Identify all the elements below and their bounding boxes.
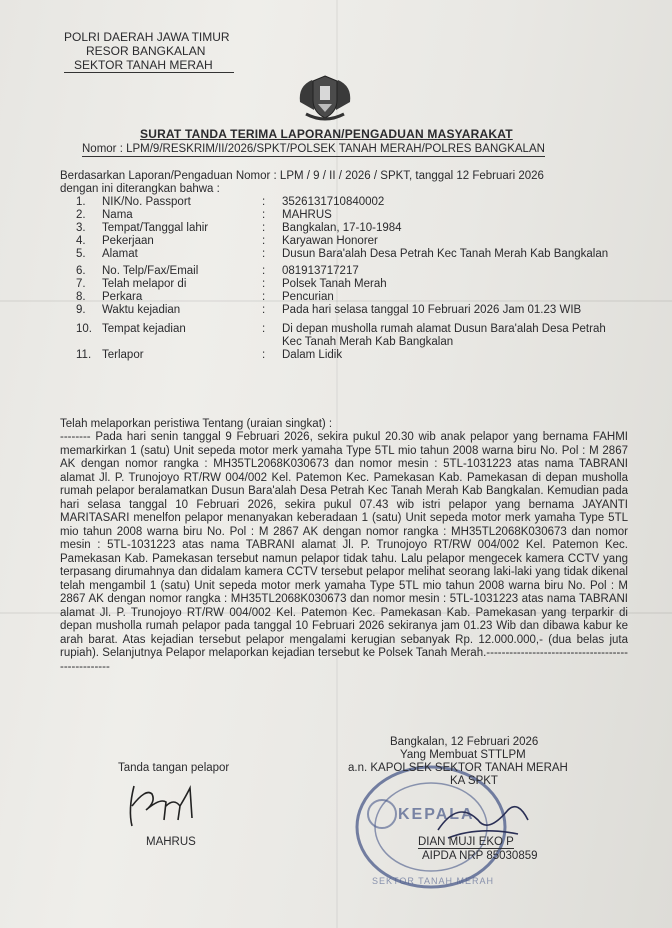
item-label: Pekerjaan [102, 235, 154, 247]
item-value: Dalam Lidik [282, 349, 343, 361]
item-number: 6. [76, 265, 86, 277]
item-label: Nama [102, 209, 133, 221]
item-label: Waktu kejadian [102, 304, 181, 316]
item-value: Bangkalan, 17-10-1984 [282, 222, 402, 234]
item-colon: : [262, 209, 266, 221]
item-value: Di depan musholla rumah alamat Dusun Bara'alah Desa Petrah Kec Tanah Merah Kab Bangkalan [282, 323, 606, 348]
intro-text [60, 170, 544, 196]
police-emblem-icon [296, 72, 354, 122]
list-item [76, 291, 612, 304]
intro-line: dengan ini diterangkan bahwa : [60, 183, 220, 195]
letterhead-line-2: RESOR BANGKALAN [86, 44, 206, 58]
item-number: 4. [76, 235, 86, 247]
item-label: NIK/No. Passport [102, 196, 191, 208]
item-value: Karyawan Honorer [282, 235, 378, 247]
officer-signature-block [332, 736, 612, 788]
item-value: MAHRUS [282, 209, 332, 221]
item-value: Pada hari selasa tanggal 10 Februari 2026 Jam 01.23 WIB [282, 304, 582, 316]
item-colon: : [262, 248, 266, 260]
list-item [76, 248, 612, 261]
item-colon: : [262, 291, 266, 303]
list-item [76, 261, 612, 278]
list-item [76, 349, 612, 362]
item-colon: : [262, 222, 266, 234]
item-number: 10. [76, 323, 92, 335]
item-colon: : [262, 265, 266, 277]
item-label: No. Telp/Fax/Email [102, 265, 199, 277]
list-item [76, 278, 612, 291]
item-value: Pencurian [282, 291, 334, 303]
item-label: Terlapor [102, 349, 144, 361]
item-number: 11. [76, 349, 92, 361]
signature-made-by: Yang Membuat STTLPM [400, 749, 526, 761]
item-colon: : [262, 235, 266, 247]
reporter-signature-caption: Tanda tangan pelapor [118, 762, 230, 774]
list-item [76, 222, 612, 235]
officer-rank: AIPDA NRP 85030859 [422, 850, 538, 862]
officer-name: DIAN MUJI EKO P [418, 836, 514, 848]
item-number: 1. [76, 196, 86, 208]
narrative-heading: Telah melaporkan peristiwa Tentang (uraian singkat) : [60, 418, 333, 430]
item-colon: : [262, 304, 266, 316]
reporter-name: MAHRUS [146, 836, 196, 848]
document-title: SURAT TANDA TERIMA LAPORAN/PENGADUAN MASYARAKAT [140, 127, 513, 141]
item-value: Polsek Tanah Merah [282, 278, 387, 290]
item-number: 7. [76, 278, 86, 290]
item-value: 081913717217 [282, 265, 359, 277]
item-value: Dusun Bara'alah Desa Petrah Kec Tanah Merah Kab Bangkalan [282, 248, 609, 260]
letterhead-line-3: SEKTOR TANAH MERAH [64, 58, 234, 73]
item-label: Telah melapor di [102, 278, 187, 290]
signature-role: KA SPKT [450, 775, 498, 787]
item-value: 3526131710840002 [282, 196, 385, 208]
stamp-text: KEPALA [398, 806, 475, 823]
list-item [76, 209, 612, 222]
item-label: Tempat kejadian [102, 323, 186, 335]
letterhead-line-1: POLRI DAERAH JAWA TIMUR [64, 30, 230, 44]
item-colon: : [262, 278, 266, 290]
item-colon: : [262, 323, 266, 335]
list-item [76, 317, 612, 349]
item-number: 8. [76, 291, 86, 303]
item-colon: : [262, 196, 266, 208]
signature-date: Bangkalan, 12 Februari 2026 [390, 736, 539, 748]
list-item [76, 235, 612, 248]
item-label: Tempat/Tanggal lahir [102, 222, 209, 234]
item-label: Perkara [102, 291, 143, 303]
document-number: Nomor : LPM/9/RESKRIM/II/2026/SPKT/POLSEK TANAH MERAH/POLRES BANGKALAN [82, 143, 545, 155]
intro-line: Berdasarkan Laporan/Pengaduan Nomor : LPM / 9 / II / 2026 / SPKT, tanggal 12 Februari 2026 [60, 170, 544, 182]
narrative-text: -------- Pada hari senin tanggal 9 Februari 2026, sekira pukul 20.30 wib anak pelapor yang bernama FAHMI memarkirkan 1 (satu) Unit sepeda motor merk yamaha Type 5TL mio tahun 2008 warna biru No. Pol : M 2867 AK dengan nomor rangka : MH35TL2068K030673 dan nomor mesin : 5TL-1031223 atas nama TABRANI alamat Jl. P. Trunojoyo RT/RW 004/002 Kel. Patemon Kec. Pamekasan Kab. Pamekasan di depan musholla rumah pelapor beralamatkan Dusun Bara'alah Desa Petrah Kec Tanah Merah Kab Bangkalan. Kemudian pada hari selasa tanggal 10 Februari 2026, sekira pukul 07.43 wib istri pelapor yang bernama JAYANTI MARITASARI menelfon pelapor menanyakan keberadaan 1 (satu) Unit sepeda motor merk yamaha Type 5TL mio tahun 2008 warna biru No. Pol : M 2867 AK dengan nomor rangka : MH35TL2068K030673 dan nomor mesin : 5TL-1031223 atas nama TABRANI alamat Jl. P. Trunojoyo RT/RW 004/002 Kel. Patemon Kec. Pamekasan Kab. Pamekasan tersebut namun pelapor tidak tahu. Lalu pelapor mengecek kamera CCTV yang terpasang dirumahnya dan didalam kamera CCTV tersebut pelapor melihat seorang laki-laki yang tidak dikenal telah mengambil 1 (satu) Unit sepeda motor merk yamaha Type 5TL mio tahun 2008 warna biru No. Pol : M 2867 AK dengan nomor rangka : MH35TL2068K030673 dan nomor mesin : 5TL-1031223 atas nama TABRANI alamat Jl. P. Trunojoyo RT/RW 004/002 Kel. Patemon Kec. Pamekasan Kab. Pamekasan yang terparkir di depan musholla rumah pelapor pada tanggal 10 Februari 2026 sekiranya jam 01.23 Wib dan dibawa kabur ke arah barat. Atas kejadian tersebut pelapor mengalami kerugian sebanyak Rp. 12.000.000,- (dua belas juta rupiah). Selanjutnya Pelapor melaporkan kejadian tersebut ke Polsek Tanah Merah.-------------------------------------------------- [60, 431, 628, 673]
list-item [76, 196, 612, 209]
reporter-signature-icon [120, 780, 210, 832]
item-colon: : [262, 349, 266, 361]
item-number: 3. [76, 222, 86, 234]
reporter-details-table [76, 196, 612, 362]
stamp-ring-text: SEKTOR TANAH MERAH [372, 876, 495, 886]
letterhead [64, 30, 234, 73]
item-label: Alamat [102, 248, 138, 260]
item-number: 5. [76, 248, 86, 260]
item-number: 2. [76, 209, 86, 221]
list-item [76, 304, 612, 317]
item-number: 9. [76, 304, 86, 316]
signature-on-behalf: a.n. KAPOLSEK SEKTOR TANAH MERAH [348, 762, 568, 774]
